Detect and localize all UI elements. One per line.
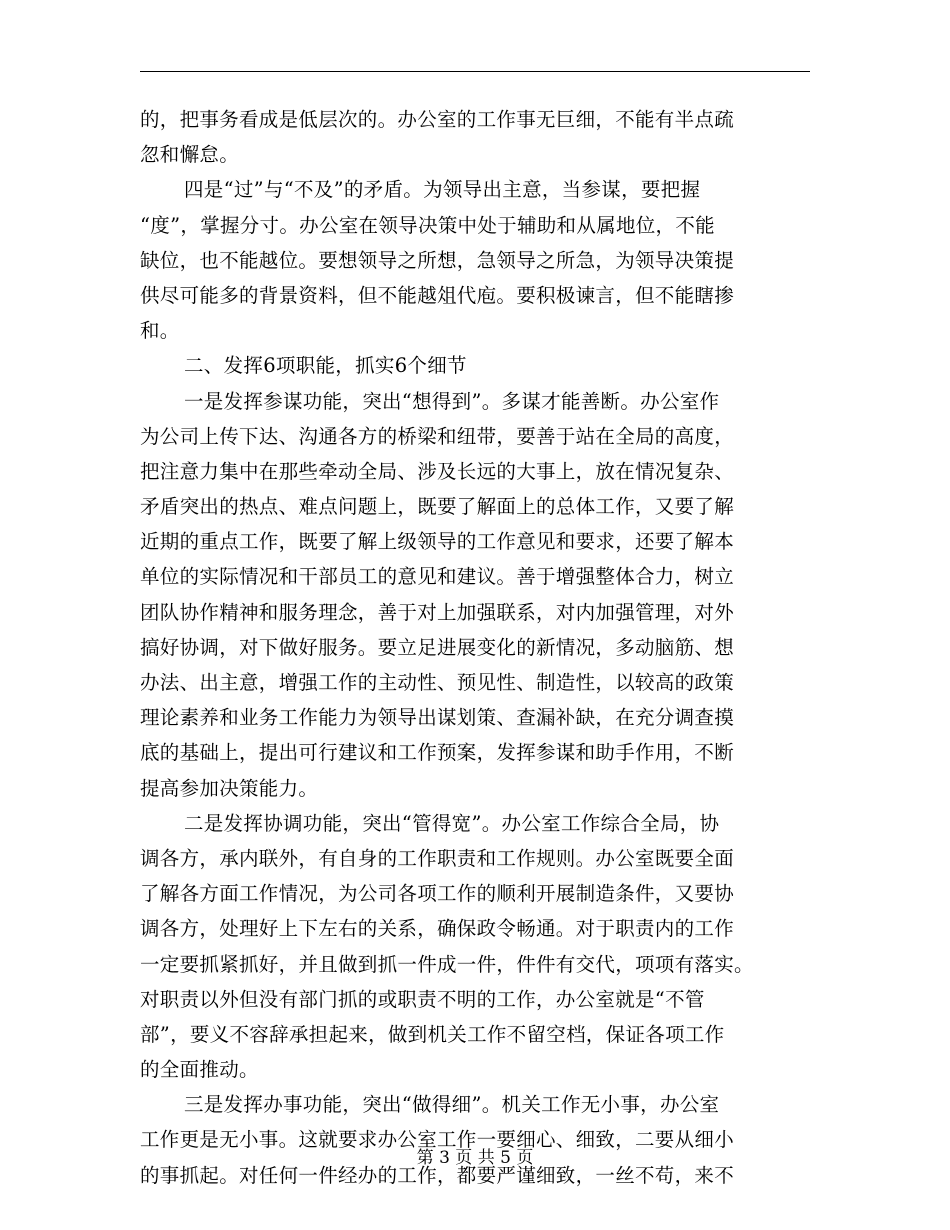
text-line: 的全面推动。: [140, 1058, 259, 1082]
text-line: 工作更是无小事。这就要求办公室工作一要细心、细致，二要从细小: [140, 1128, 735, 1152]
text-line: 调各方，承内联外，有自身的工作职责和工作规则。办公室既要全面: [140, 846, 735, 870]
text-line: 的，把事务看成是低层次的。办公室的工作事无巨细，不能有半点疏: [140, 108, 735, 131]
page-number: 第 3 页 共 5 页: [416, 1148, 534, 1168]
text-line: 矛盾突出的热点、难点问题上，既要了解面上的总体工作，又要了解: [140, 495, 735, 519]
text-line: 调各方，处理好上下左右的关系，确保政令畅通。对于职责内的工作: [140, 917, 735, 941]
text-line: 了解各方面工作情况，为公司各项工作的顺利开展制造条件，又要协: [140, 882, 735, 906]
text-line: 办法、出主意，增强工作的主动性、预见性、制造性，以较高的政策: [140, 671, 735, 694]
text-line: 理论素养和业务工作能力为领导出谋划策、查漏补缺，在充分调查摸: [140, 706, 735, 730]
text-line: 把注意力集中在那些牵动全局、涉及长远的大事上，放在情况复杂、: [140, 459, 735, 483]
text-line: 缺位，也不能越位。要想领导之所想，急领导之所急，为领导决策提: [140, 248, 735, 272]
header-rule: [140, 71, 810, 72]
text-line: 底的基础上，提出可行建议和工作预案，发挥参谋和助手作用，不断: [140, 741, 735, 765]
text-line: 的事抓起。对任何一件经办的工作，都要严谨细致，一丝不苟，来不: [140, 1163, 735, 1187]
text-line: 供尽可能多的背景资料，但不能越俎代庖。要积极谏言，但不能瞎掺: [140, 283, 735, 307]
text-line: 单位的实际情况和干部员工的意见和建议。善于增强整体合力，树立: [140, 565, 735, 589]
text-line: 团队协作精神和服务理念，善于对上加强联系，对内加强管理，对外: [140, 600, 735, 624]
text-line: “度”，掌握分寸。办公室在领导决策中处于辅助和从属地位，不能: [140, 213, 715, 237]
text-line: 为公司上传下达、沟通各方的桥梁和纽带，要善于站在全局的高度，: [140, 424, 735, 448]
text-line: 一定要抓紧抓好，并且做到抓一件成一件，件件有交代，项项有落实。: [140, 952, 754, 976]
text-line: 三是发挥办事功能，突出“做得细”。机关工作无小事，办公室: [184, 1093, 720, 1117]
text-line: 近期的重点工作，既要了解上级领导的工作意见和要求，还要了解本: [140, 530, 735, 554]
text-line: 一是发挥参谋功能，突出“想得到”。多谋才能善断。办公室作: [184, 389, 720, 413]
text-line: 部”，要义不容辞承担起来，做到机关工作不留空档，保证各项工作: [140, 1022, 725, 1046]
text-line: 搞好协调，对下做好服务。要立足进展变化的新情况，多动脑筋、想: [140, 635, 735, 659]
text-line: 二、发挥6项职能，抓实6个细节: [184, 354, 467, 378]
text-line: 四是“过”与“不及”的矛盾。为领导出主意，当参谋，要把握: [184, 178, 701, 202]
text-line: 二是发挥协调功能，突出“管得宽”。办公室工作综合全局，协: [184, 811, 720, 835]
text-line: 忽和懈怠。: [140, 143, 240, 167]
text-line: 和。: [140, 319, 180, 343]
text-line: 提高参加决策能力。: [140, 776, 319, 800]
document-body: [140, 102, 820, 1193]
text-line: 对职责以外但没有部门抓的或职责不明的工作，办公室就是“不管: [140, 987, 705, 1011]
